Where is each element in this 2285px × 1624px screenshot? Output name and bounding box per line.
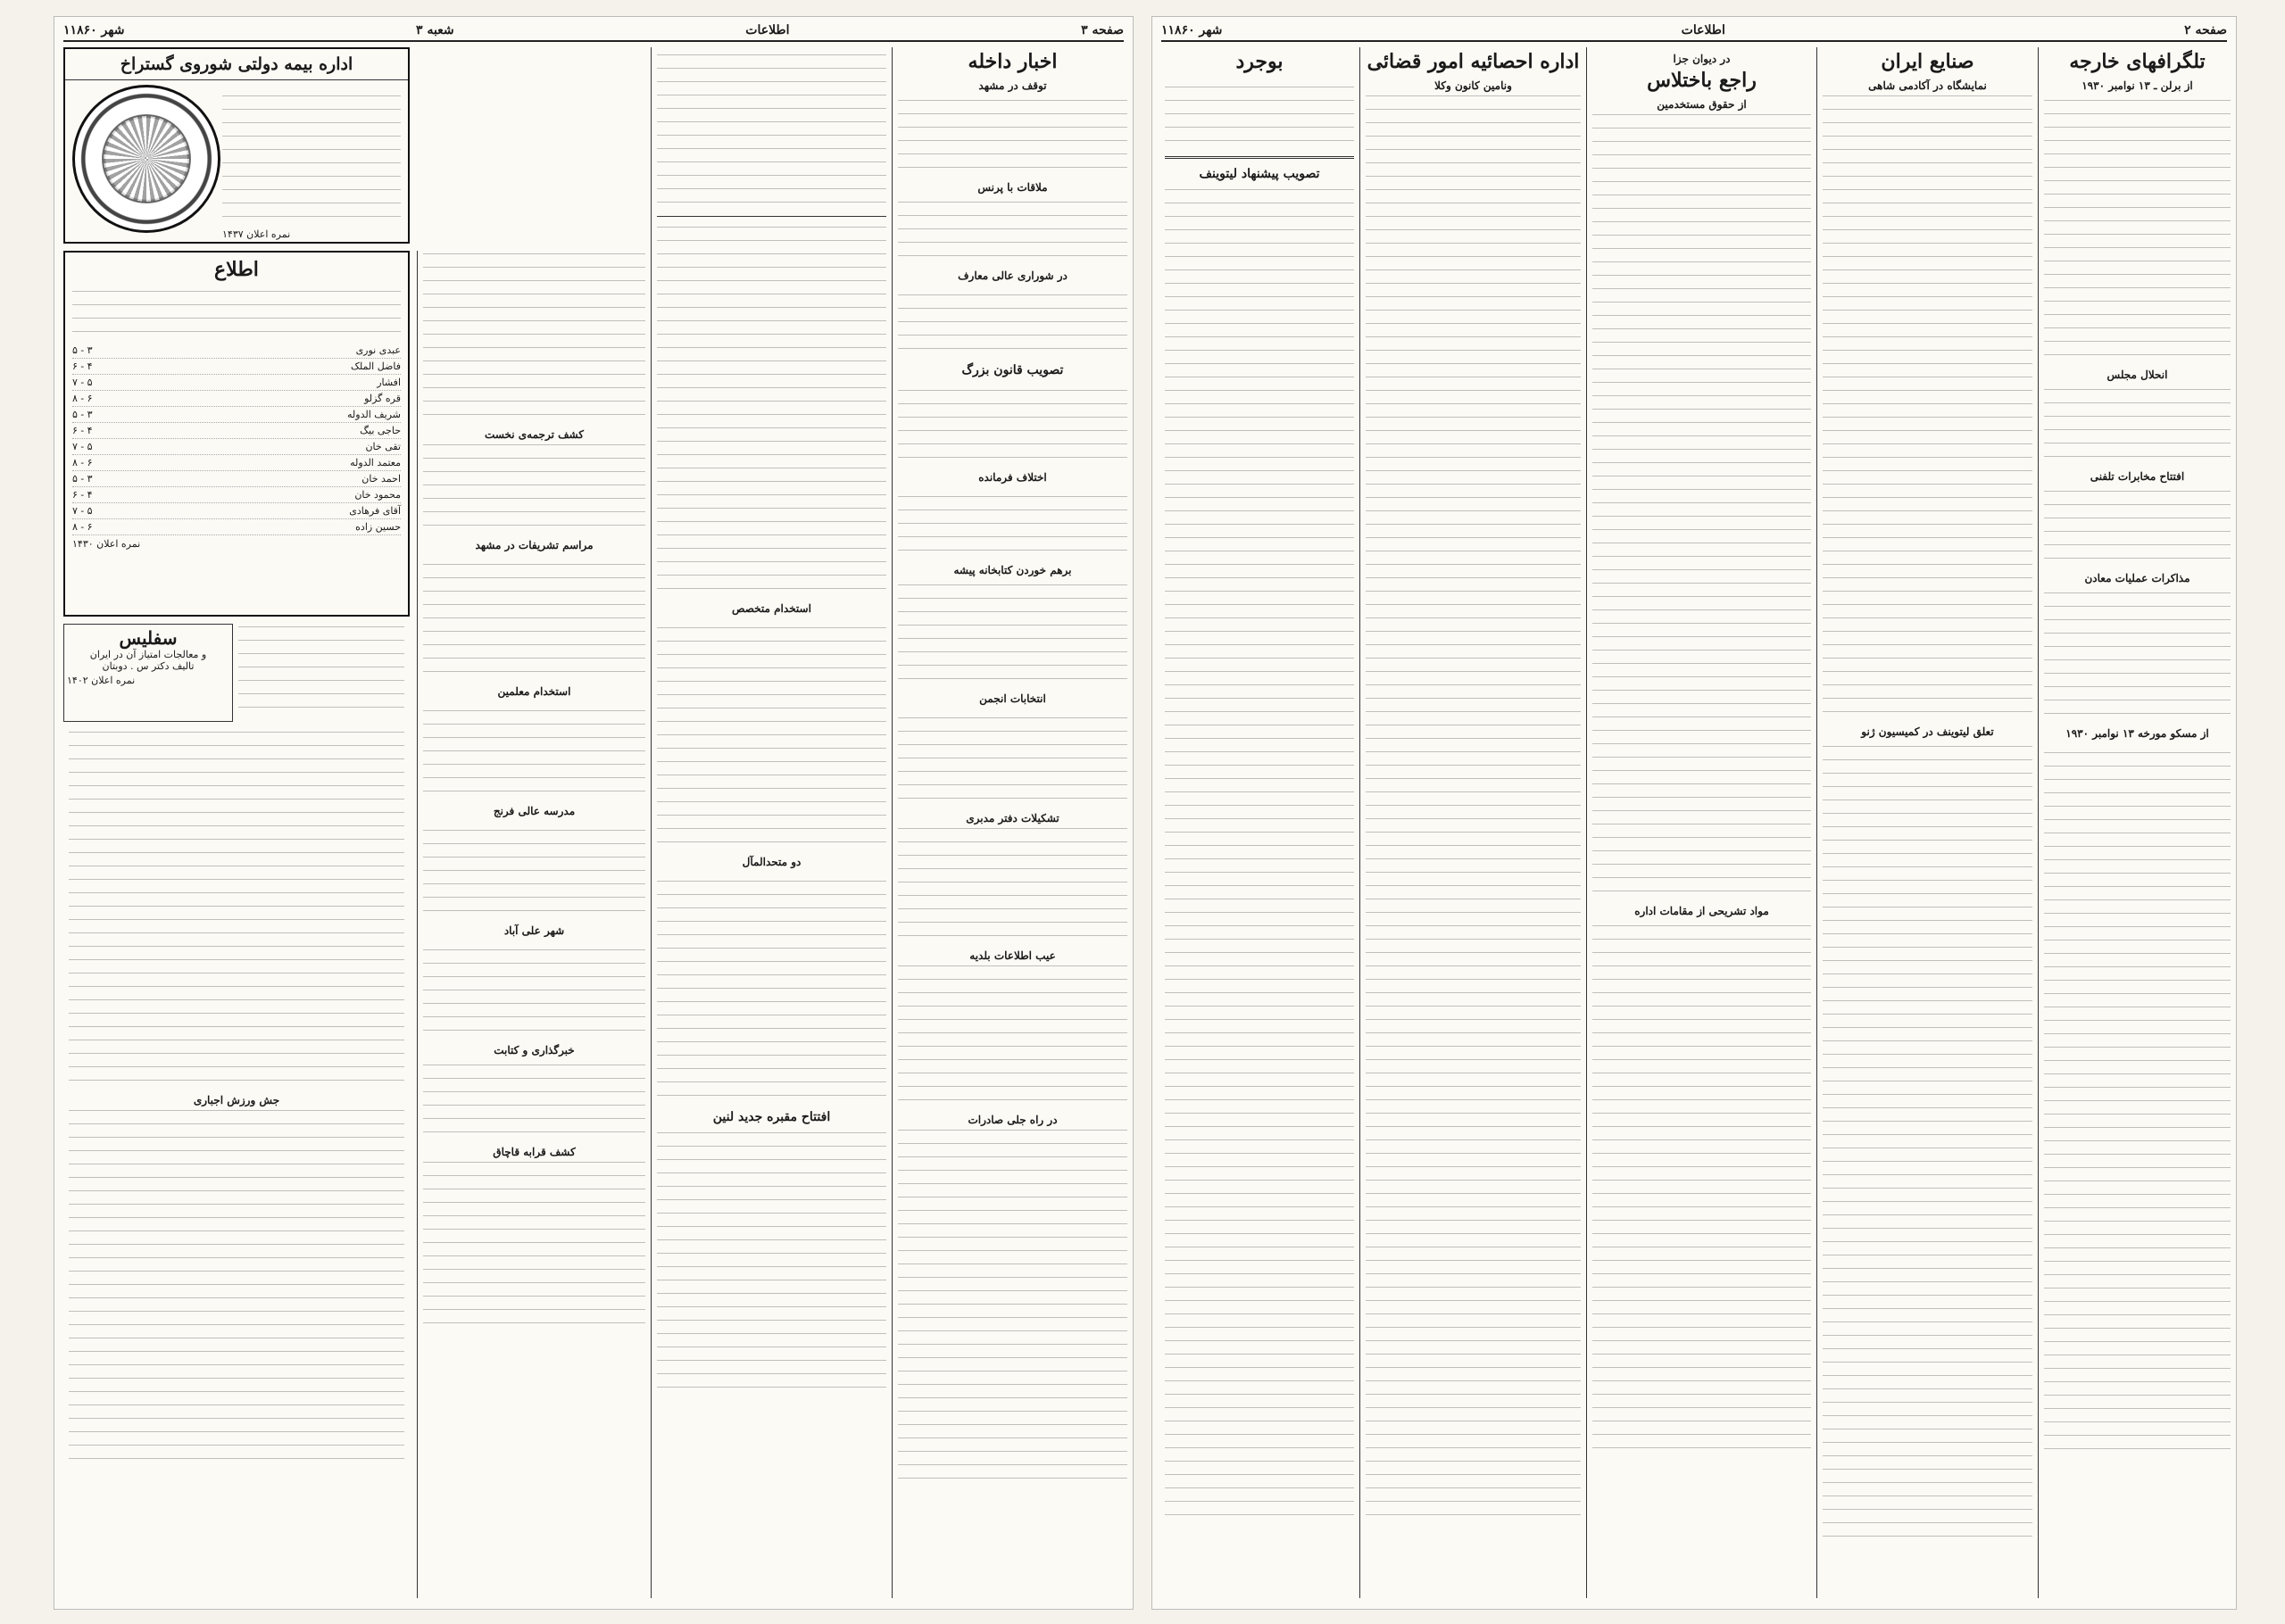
- notice-row-value: ۵ - ۷: [72, 441, 93, 452]
- date-label: شهر ۱۱۸۶۰: [1161, 23, 1223, 37]
- notice-row-name: افشار: [377, 377, 401, 388]
- notice-row: [72, 519, 401, 535]
- newspaper-page-left: [54, 16, 1134, 1610]
- subhead: کشف ترجمه‌ی نخست: [485, 428, 584, 441]
- subhead: عیب اطلاعات بلدیه: [969, 949, 1056, 962]
- notice-row-value: ۳ - ۵: [72, 344, 93, 356]
- subhead: تشکیلات دفتر مدبری: [966, 812, 1059, 824]
- book-subtitle: و معالجات امتیاز آن در ایران: [89, 649, 207, 660]
- column-ad-side: [233, 624, 410, 722]
- notice-row: [72, 439, 401, 455]
- article-body: [1823, 742, 2032, 1545]
- subhead: ونامین کانون وکلا: [1434, 79, 1512, 92]
- article-body: [898, 95, 1127, 176]
- column-headline: اداره احصائیه امور قضائی: [1367, 50, 1580, 73]
- notice-row-name: تقی خان: [365, 441, 401, 452]
- subhead: در راه جلی صادرات: [968, 1114, 1058, 1126]
- notice-row-value: ۶ - ۸: [72, 393, 93, 404]
- article-body: [2044, 588, 2231, 722]
- subhead: کشف قرابه قاچاق: [493, 1146, 576, 1158]
- notice-row-name: عبدی نوری: [355, 344, 401, 356]
- notice-intro: [72, 286, 401, 340]
- page-number: صفحه ۳: [1081, 23, 1124, 37]
- column-headline: اخبار داخله: [968, 50, 1058, 73]
- notice-row-name: احمد خان: [361, 473, 401, 485]
- notice-number: نمره اعلان ۱۴۳۰: [72, 538, 141, 550]
- notice-row-value: ۴ - ۶: [72, 425, 93, 436]
- article-body: [238, 626, 404, 716]
- column-middle: [651, 47, 892, 1598]
- article-body: [898, 286, 1127, 357]
- article-body: [898, 708, 1127, 807]
- subhead: از برلن ـ ۱۳ نوامبر ۱۹۳۰: [2081, 79, 2193, 92]
- notice-row: [72, 471, 401, 487]
- book-advertisement: [63, 624, 233, 722]
- subhead: مذاکرات عملیات معادن: [2084, 572, 2190, 584]
- article-body: [2044, 743, 2231, 1457]
- subhead: مدرسه عالی فرنج: [493, 805, 576, 817]
- article-body: [69, 732, 404, 1089]
- running-head-right: [1161, 21, 2227, 42]
- subhead: تصویب قانون بزرگ: [961, 363, 1064, 377]
- article-body: [69, 1110, 404, 1467]
- column-headline: راجع باختلاس: [1647, 69, 1757, 92]
- book-author: تالیف دکتر س . دوبتان: [102, 660, 195, 672]
- notice-row-value: ۵ - ۷: [72, 505, 93, 517]
- article-body: [898, 965, 1127, 1108]
- subhead: از مسکو مورخه ۱۳ نوامبر ۱۹۳۰: [2065, 727, 2209, 740]
- article-body: [1165, 78, 1354, 149]
- notice-row-value: ۳ - ۵: [72, 409, 93, 420]
- column-embezzlement: [1586, 47, 1816, 1598]
- article-body: [2044, 486, 2231, 567]
- notice-row: [72, 487, 401, 503]
- article-body: [423, 555, 645, 680]
- notice-row-value: ۶ - ۸: [72, 457, 93, 468]
- subhead: از حقوق مستخدمین: [1657, 98, 1747, 111]
- column-headline: تلگرافهای خارجه: [2069, 50, 2206, 73]
- notice-row-value: ۴ - ۶: [72, 489, 93, 501]
- date-label: شهر ۱۱۸۶۰: [63, 23, 125, 37]
- subhead: توقف در مشهد: [978, 79, 1047, 92]
- article-body: [1592, 114, 1811, 899]
- notice-list: [72, 343, 401, 535]
- column-domestic-news: [892, 47, 1133, 1598]
- notice-row: [72, 343, 401, 359]
- column-headline: بوجرد: [1235, 50, 1284, 73]
- article-body: [898, 828, 1127, 944]
- column-lower-left: [63, 729, 410, 1598]
- article-body: [423, 253, 645, 423]
- subhead: در شوراری عالی معارف: [958, 269, 1068, 282]
- subhead: استخدام معلمین: [497, 685, 571, 698]
- article-body: [1592, 921, 1811, 1456]
- insurance-body: [222, 88, 401, 244]
- article-body: [657, 222, 886, 597]
- notice-row: [72, 407, 401, 423]
- article-body: [423, 940, 645, 1039]
- insurance-advertisement: [63, 47, 410, 244]
- notice-row-name: حسین زاده: [355, 521, 401, 533]
- article-body: [898, 197, 1127, 264]
- notice-row: [72, 503, 401, 519]
- gosstrakh-seal: [72, 85, 220, 233]
- notice-row: [72, 455, 401, 471]
- notice-row: [72, 423, 401, 439]
- article-body: [423, 1060, 645, 1140]
- notice-row-name: محمود خان: [354, 489, 401, 501]
- notice-row-value: ۴ - ۶: [72, 360, 93, 372]
- notice-row-name: آقای فرهادی: [349, 505, 401, 517]
- notice-number: نمره اعلان ۱۴۰۲: [67, 675, 136, 686]
- subhead: نمایشگاه در آکادمی شاهی: [1868, 79, 1987, 92]
- article-body: [1165, 185, 1354, 1523]
- running-head-left: [63, 21, 1124, 42]
- subhead: مراسم تشریفات در مشهد: [475, 539, 594, 551]
- article-body: [2044, 95, 2231, 363]
- insurance-title: اداره بیمه دولتی شوروی گستراخ: [65, 49, 408, 80]
- notice-row: [72, 359, 401, 375]
- article-body: [423, 444, 645, 534]
- notice-row-value: ۶ - ۸: [72, 521, 93, 533]
- article-body: [2044, 385, 2231, 465]
- column-boroujerd: [1159, 47, 1359, 1598]
- article-body: [1366, 95, 1581, 1523]
- notice-box: [63, 251, 410, 617]
- article-body: [423, 821, 645, 919]
- article-body: [657, 618, 886, 850]
- column-foreign-telegrams: [2038, 47, 2236, 1598]
- newspaper-page-right: [1151, 16, 2237, 1610]
- subhead: انتخابات انجمن: [979, 692, 1046, 705]
- subhead: ملاقات با پرنس: [977, 181, 1048, 194]
- page-number: صفحه ۲: [2184, 23, 2227, 37]
- article-body: [423, 701, 645, 800]
- article-body: [898, 1130, 1127, 1487]
- book-title: سفلیس: [119, 627, 178, 649]
- subhead: افتتاح مقبره جدید لنین: [712, 1110, 831, 1124]
- subhead: مواد تشریحی از مقامات اداره: [1634, 905, 1769, 917]
- subhead: برهم خوردن کتابخانه پیشه: [953, 564, 1072, 576]
- notice-row-name: معتمد الدوله: [350, 457, 401, 468]
- notice-row-name: قره گزلو: [364, 393, 401, 404]
- notice-row-name: فاضل الملک: [350, 360, 401, 372]
- subhead: شهر علی آباد: [503, 924, 565, 937]
- paper-name: اطلاعات: [745, 23, 790, 37]
- notice-row-name: حاجی بیگ: [360, 425, 401, 436]
- article-body: [1823, 95, 2032, 720]
- notice-row-value: ۳ - ۵: [72, 473, 93, 485]
- emblem-icon: [102, 114, 191, 203]
- subhead: تعلق لیتوینف در کمیسیون ژنو: [1861, 725, 1994, 738]
- article-body: [898, 580, 1127, 687]
- column-third: [417, 251, 651, 1598]
- notice-row: [72, 391, 401, 407]
- subhead: دو متحدالمآل: [742, 856, 802, 868]
- notice-row-name: شریف الدوله: [347, 409, 401, 420]
- kicker: در دیوان جزا: [1673, 53, 1731, 65]
- article-body: [657, 50, 886, 211]
- notice-title: اطلاع: [214, 258, 259, 281]
- notice-number: نمره اعلان ۱۴۳۷: [222, 228, 291, 240]
- subhead: انحلال مجلس: [2106, 369, 2168, 381]
- subhead: اختلاف فرمانده: [978, 471, 1047, 484]
- column-iran-industries: [1816, 47, 2038, 1598]
- issue-number: شعبه ۳: [416, 23, 454, 37]
- subhead: استخدام متخصص: [732, 602, 811, 615]
- column-headline: صنایع ایران: [1881, 50, 1974, 73]
- paper-name: اطلاعات: [1681, 23, 1725, 37]
- subhead: تصویب پیشنهاد لیتوینف: [1199, 167, 1320, 181]
- article-body: [898, 381, 1127, 466]
- column-judicial-statistics: [1359, 47, 1586, 1598]
- notice-row: [72, 375, 401, 391]
- article-body: [657, 1128, 886, 1396]
- notice-row-value: ۵ - ۷: [72, 377, 93, 388]
- subhead: افتتاح مخابرات تلفنی: [2090, 470, 2185, 483]
- article-body: [423, 1162, 645, 1331]
- article-body: [657, 872, 886, 1104]
- subhead: خبرگذاری و کتابت: [494, 1044, 575, 1056]
- article-body: [898, 487, 1127, 559]
- subhead: جش ورزش اجباری: [193, 1094, 280, 1106]
